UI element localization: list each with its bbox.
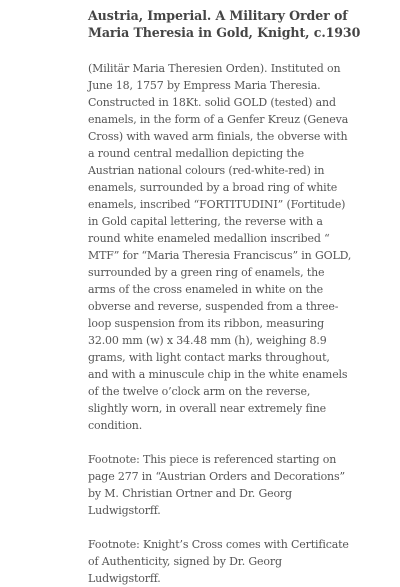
description-line: grams, with light contact marks throughout, [88, 351, 330, 364]
description-line: enamels, inscribed “FORTITUDINI” (Fortitude) [88, 198, 346, 211]
footnote-certificate [88, 536, 390, 587]
description-line: a round central medallion depicting the [88, 147, 304, 160]
spacer [88, 41, 390, 60]
footnote-line: Ludwigstorff. [88, 504, 161, 517]
description-line: 32.00 mm (w) x 34.48 mm (h), weighing 8.9 [88, 334, 327, 347]
footnote-line: of Authenticity, signed by Dr. Georg [88, 555, 282, 568]
description-line: MTF” for “Maria Theresia Franciscus” in GOLD, [88, 249, 352, 262]
item-description [88, 60, 390, 434]
description-line: of the twelve o’clock arm on the reverse, [88, 385, 311, 398]
description-line: slightly worn, in overall near extremely fine [88, 402, 327, 415]
item-title-line: Maria Theresia in Gold, Knight, c.1930 [88, 25, 361, 40]
description-line: and with a minuscule chip in the white enamels [88, 368, 348, 381]
item-title [88, 7, 390, 41]
footnote-line: by M. Christian Ortner and Dr. Georg [88, 487, 292, 500]
description-line: Constructed in 18Kt. solid GOLD (tested) and [88, 96, 336, 109]
footnote-line: Ludwigstorff. [88, 572, 161, 585]
description-line: round white enameled medallion inscribed “ [88, 232, 330, 245]
spacer [88, 434, 390, 451]
footnote-line: Footnote: This piece is referenced starting on [88, 453, 337, 466]
description-line: Austrian national colours (red-white-red) in [88, 164, 325, 177]
footnote-line: Footnote: Knight’s Cross comes with Certificate [88, 538, 349, 551]
description-line: loop suspension from its ribbon, measuring [88, 317, 325, 330]
description-line: in Gold capital lettering, the reverse with a [88, 215, 323, 228]
footnote-line: page 277 in “Austrian Orders and Decorations” [88, 470, 345, 483]
spacer [88, 519, 390, 536]
description-line: enamels, surrounded by a broad ring of white [88, 181, 338, 194]
description-line: arms of the cross enameled in white on the [88, 283, 324, 296]
description-line: enamels, in the form of a Genfer Kreuz (Geneva [88, 113, 349, 126]
footnote-reference [88, 451, 390, 519]
description-line: surrounded by a green ring of enamels, the [88, 266, 325, 279]
item-title-line: Austria, Imperial. A Military Order of [88, 8, 348, 23]
description-line: (Militär Maria Theresien Orden). Instituted on [88, 62, 341, 75]
description-line: condition. [88, 419, 143, 432]
description-line: June 18, 1757 by Empress Maria Theresia. [88, 79, 321, 92]
description-line: obverse and reverse, suspended from a three- [88, 300, 339, 313]
description-line: Cross) with waved arm finials, the obverse with [88, 130, 348, 143]
